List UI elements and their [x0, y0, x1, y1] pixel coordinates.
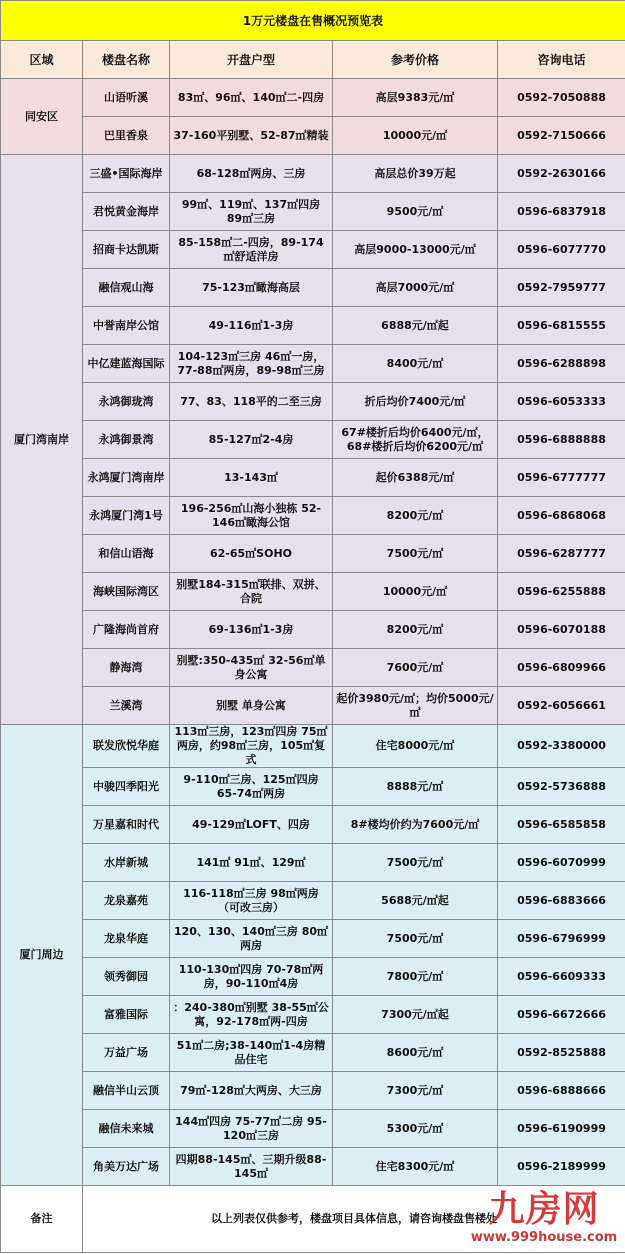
title-row — [1, 1, 625, 41]
project-name-cell: 融信半山云顶 — [83, 1072, 170, 1110]
unit-type-cell: 113㎡三房，123㎡四房 75㎡两房，约98㎡三房，105㎡复式 — [170, 725, 333, 768]
price-cell: 8400元/㎡ — [333, 345, 498, 383]
phone-cell: 0596-6883666 — [498, 882, 625, 920]
price-cell: 7500元/㎡ — [333, 535, 498, 573]
unit-type-cell: 77、83、118平的二至三房 — [170, 383, 333, 421]
price-cell: 起价6388元/㎡ — [333, 459, 498, 497]
header-row — [1, 41, 625, 79]
project-name-cell: 万益广场 — [83, 1034, 170, 1072]
unit-type-cell: 62-65㎡SOHO — [170, 535, 333, 573]
price-cell: 7600元/㎡ — [333, 649, 498, 687]
unit-type-cell: 别墅 单身公寓 — [170, 687, 333, 725]
table-row — [1, 497, 625, 535]
table-row — [1, 307, 625, 345]
table-row — [1, 459, 625, 497]
price-cell: 高层7000元/㎡ — [333, 269, 498, 307]
unit-type-cell: 37-160平别墅、52-87㎡精装 — [170, 117, 333, 155]
price-cell: 9500元/㎡ — [333, 193, 498, 231]
table-row — [1, 1148, 625, 1186]
unit-type-cell: 四期88-145㎡、三期升级88-145㎡ — [170, 1148, 333, 1186]
project-name-cell: 兰溪湾 — [83, 687, 170, 725]
unit-type-cell: 49-129㎡LOFT、四房 — [170, 806, 333, 844]
project-name-cell: 永鸿厦门湾1号 — [83, 497, 170, 535]
unit-type-cell: 13-143㎡ — [170, 459, 333, 497]
phone-cell: 0596-6077770 — [498, 231, 625, 269]
table-row — [1, 421, 625, 459]
unit-type-cell: 69-136㎡1-3房 — [170, 611, 333, 649]
project-name-cell: 富雅国际 — [83, 996, 170, 1034]
phone-cell: 0592-3380000 — [498, 725, 625, 768]
unit-type-cell: 9-110㎡三房、125㎡四房 65-74㎡两房 — [170, 768, 333, 806]
price-cell: 10000元/㎡ — [333, 117, 498, 155]
watermark-brand: 九房网 — [488, 1188, 600, 1230]
project-name-cell: 领秀御园 — [83, 958, 170, 996]
table-row — [1, 649, 625, 687]
phone-cell: 0592-7959777 — [498, 269, 625, 307]
table-row — [1, 231, 625, 269]
phone-cell: 0596-6609333 — [498, 958, 625, 996]
price-cell: 7500元/㎡ — [333, 844, 498, 882]
price-cell: 7300元/㎡起 — [333, 996, 498, 1034]
unit-type-cell: 196-256㎡山海小独栋 52-146㎡瞰海公馆 — [170, 497, 333, 535]
unit-type-cell: 别墅184-315㎡联排、双拼、合院 — [170, 573, 333, 611]
project-name-cell: 山语听溪 — [83, 79, 170, 117]
phone-cell: 0596-6888888 — [498, 421, 625, 459]
price-cell: 住宅8300元/㎡ — [333, 1148, 498, 1186]
phone-cell: 0592-7150666 — [498, 117, 625, 155]
project-name-cell: 中骏四季阳光 — [83, 768, 170, 806]
price-cell: 5300元/㎡ — [333, 1110, 498, 1148]
phone-cell: 0596-6053333 — [498, 383, 625, 421]
note-cell — [83, 1186, 625, 1253]
region-cell: 厦门周边 — [1, 725, 83, 1186]
header-name: 楼盘名称 — [83, 41, 170, 79]
unit-type-cell: 75-123㎡瞰海高层 — [170, 269, 333, 307]
watermark-url: www.999house.com — [470, 1230, 618, 1245]
price-cell: 67#楼折后均价6400元/㎡，68#楼折后均价6200元/㎡ — [333, 421, 498, 459]
phone-cell: 0596-6809966 — [498, 649, 625, 687]
table-row — [1, 1110, 625, 1148]
table-row — [1, 79, 625, 117]
project-name-cell: 中亿建蓝海国际 — [83, 345, 170, 383]
project-name-cell: 中誉南岸公馆 — [83, 307, 170, 345]
price-cell: 8200元/㎡ — [333, 497, 498, 535]
table-row — [1, 573, 625, 611]
price-cell: 起价3980元/㎡；均价5000元/㎡ — [333, 687, 498, 725]
table-row — [1, 920, 625, 958]
header-price: 参考价格 — [333, 41, 498, 79]
phone-cell: 0596-6255888 — [498, 573, 625, 611]
table-row — [1, 1072, 625, 1110]
project-name-cell: 水岸新城 — [83, 844, 170, 882]
project-name-cell: 龙泉华庭 — [83, 920, 170, 958]
project-name-cell: 永鸿厦门湾南岸 — [83, 459, 170, 497]
table-row — [1, 768, 625, 806]
table-row — [1, 345, 625, 383]
project-name-cell: 广隆海尚首府 — [83, 611, 170, 649]
phone-cell: 0592-2630166 — [498, 155, 625, 193]
phone-cell: 0596-6837918 — [498, 193, 625, 231]
project-name-cell: 龙泉嘉苑 — [83, 882, 170, 920]
project-name-cell: 静海湾 — [83, 649, 170, 687]
project-name-cell: 巴里香泉 — [83, 117, 170, 155]
project-name-cell: 海峡国际湾区 — [83, 573, 170, 611]
unit-type-cell: 141㎡ 91㎡、129㎡ — [170, 844, 333, 882]
price-cell: 高层9000-13000元/㎡ — [333, 231, 498, 269]
unit-type-cell: ：240-380㎡别墅 38-55㎡公寓，92-178㎡两-四房 — [170, 996, 333, 1034]
unit-type-cell: 79㎡-128㎡大两房、大三房 — [170, 1072, 333, 1110]
table-row — [1, 1034, 625, 1072]
price-cell: 8#楼均价约为7600元/㎡ — [333, 806, 498, 844]
phone-cell: 0596-6288898 — [498, 345, 625, 383]
phone-cell: 0592-5736888 — [498, 768, 625, 806]
unit-type-cell: 85-158㎡二-四房，89-174㎡舒适洋房 — [170, 231, 333, 269]
price-cell: 7300元/㎡ — [333, 1072, 498, 1110]
unit-type-cell: 51㎡二房;38-140㎡1-4房精品住宅 — [170, 1034, 333, 1072]
project-name-cell: 招商卡达凯斯 — [83, 231, 170, 269]
phone-cell: 0596-6796999 — [498, 920, 625, 958]
phone-cell: 0596-6868068 — [498, 497, 625, 535]
note-label: 备注 — [1, 1186, 83, 1253]
price-cell: 8600元/㎡ — [333, 1034, 498, 1072]
price-cell: 高层9383元/㎡ — [333, 79, 498, 117]
unit-type-cell: 别墅:350-435㎡ 32-56㎡单身公寓 — [170, 649, 333, 687]
note-text: 以上列表仅供参考，楼盘项目具体信息，请咨询楼盘售楼处 — [211, 1212, 497, 1225]
price-cell: 10000元/㎡ — [333, 573, 498, 611]
phone-cell: 0596-6777777 — [498, 459, 625, 497]
note-row — [1, 1186, 625, 1253]
project-name-cell: 联发欣悦华庭 — [83, 725, 170, 768]
phone-cell: 0596-2189999 — [498, 1148, 625, 1186]
price-cell: 折后均价7400元/㎡ — [333, 383, 498, 421]
table-row — [1, 996, 625, 1034]
project-name-cell: 永鸿御珑湾 — [83, 383, 170, 421]
table-row — [1, 193, 625, 231]
price-cell: 7500元/㎡ — [333, 920, 498, 958]
phone-cell: 0596-6070188 — [498, 611, 625, 649]
project-name-cell: 和信山语海 — [83, 535, 170, 573]
phone-cell: 0596-6672666 — [498, 996, 625, 1034]
unit-type-cell: 99㎡、119㎡、137㎡四房 89㎡三房 — [170, 193, 333, 231]
phone-cell: 0596-6815555 — [498, 307, 625, 345]
table-row — [1, 269, 625, 307]
phone-cell: 0596-6070999 — [498, 844, 625, 882]
project-name-cell: 角美万达广场 — [83, 1148, 170, 1186]
table-row — [1, 687, 625, 725]
phone-cell: 0592-7050888 — [498, 79, 625, 117]
unit-type-cell: 49-116㎡1-3房 — [170, 307, 333, 345]
table-row — [1, 383, 625, 421]
phone-cell: 0596-6585858 — [498, 806, 625, 844]
table-row — [1, 882, 625, 920]
unit-type-cell: 104-123㎡三房 46㎡一房，77-88㎡两房，89-98㎡三房 — [170, 345, 333, 383]
table-row — [1, 806, 625, 844]
phone-cell: 0596-6190999 — [498, 1110, 625, 1148]
project-name-cell: 融信观山海 — [83, 269, 170, 307]
price-cell: 5688元/㎡起 — [333, 882, 498, 920]
project-name-cell: 君悦黄金海岸 — [83, 193, 170, 231]
table-row — [1, 535, 625, 573]
price-cell: 高层总价39万起 — [333, 155, 498, 193]
price-cell: 8888元/㎡ — [333, 768, 498, 806]
price-cell: 6888元/㎡起 — [333, 307, 498, 345]
header-phone: 咨询电话 — [498, 41, 625, 79]
header-unit-type: 开盘户型 — [170, 41, 333, 79]
table-row — [1, 611, 625, 649]
project-name-cell: 融信未来城 — [83, 1110, 170, 1148]
watermark-logo — [469, 1188, 619, 1248]
phone-cell: 0596-6888666 — [498, 1072, 625, 1110]
unit-type-cell: 83㎡、96㎡、140㎡二-四房 — [170, 79, 333, 117]
unit-type-cell: 68-128㎡两房、三房 — [170, 155, 333, 193]
table-row — [1, 844, 625, 882]
unit-type-cell: 116-118㎡三房 98㎡两房（可改三房） — [170, 882, 333, 920]
unit-type-cell: 120、130、140㎡三房 80㎡两房 — [170, 920, 333, 958]
table-row — [1, 958, 625, 996]
price-cell: 8200元/㎡ — [333, 611, 498, 649]
region-cell: 同安区 — [1, 79, 83, 155]
region-cell: 厦门湾南岸 — [1, 155, 83, 725]
header-region: 区域 — [1, 41, 83, 79]
phone-cell: 0592-6056661 — [498, 687, 625, 725]
table-row — [1, 725, 625, 768]
project-name-cell: 三盛•国际海岸 — [83, 155, 170, 193]
table-row — [1, 117, 625, 155]
project-name-cell: 永鸿御景湾 — [83, 421, 170, 459]
unit-type-cell: 144㎡四房 75-77㎡二房 95-120㎡三房 — [170, 1110, 333, 1148]
price-cell: 7800元/㎡ — [333, 958, 498, 996]
phone-cell: 0596-6287777 — [498, 535, 625, 573]
project-name-cell: 万星嘉和时代 — [83, 806, 170, 844]
price-cell: 住宅8000元/㎡ — [333, 725, 498, 768]
unit-type-cell: 85-127㎡2-4房 — [170, 421, 333, 459]
unit-type-cell: 110-130㎡四房 70-78㎡两房，90-110㎡4房 — [170, 958, 333, 996]
phone-cell: 0592-8525888 — [498, 1034, 625, 1072]
table-row — [1, 155, 625, 193]
table-title: 1万元楼盘在售概况预览表 — [1, 1, 625, 41]
